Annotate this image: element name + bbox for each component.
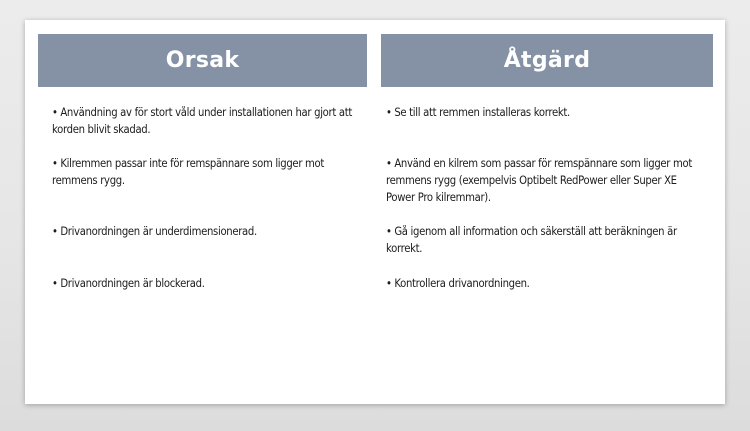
bullet: •	[386, 225, 392, 238]
action-item	[386, 104, 706, 121]
bullet: •	[386, 157, 392, 170]
cause-text: Användning av för stort våld under installationen har gjort att korden blivit skadad.	[52, 106, 352, 136]
action-column-header: Åtgärd	[381, 34, 713, 87]
bullet: •	[52, 106, 58, 119]
table-card	[25, 20, 725, 404]
cause-item	[52, 104, 367, 138]
action-item	[386, 155, 706, 206]
action-item	[386, 275, 706, 292]
action-text: Använd en kilrem som passar för remspännare som ligger mot remmens rygg (exempelvis Optibelt RedPower eller Super XE Power Pro kilremmar).	[386, 157, 692, 204]
action-text: Gå igenom all information och säkerställ att beräkningen är korrekt.	[386, 225, 677, 255]
bullet: •	[52, 225, 58, 238]
cause-item	[52, 155, 367, 189]
action-text: Kontrollera drivanordningen.	[394, 277, 530, 290]
cause-text: Drivanordningen är blockerad.	[60, 277, 205, 290]
cause-column-header: Orsak	[38, 34, 367, 87]
cause-item	[52, 223, 367, 240]
action-item	[386, 223, 706, 257]
bullet: •	[52, 277, 58, 290]
cause-text: Kilremmen passar inte för remspännare som ligger mot remmens rygg.	[52, 157, 324, 187]
cause-text: Drivanordningen är underdimensionerad.	[60, 225, 257, 238]
cause-item	[52, 275, 367, 292]
bullet: •	[386, 106, 392, 119]
action-text: Se till att remmen installeras korrekt.	[394, 106, 570, 119]
bullet: •	[386, 277, 392, 290]
bullet: •	[52, 157, 58, 170]
